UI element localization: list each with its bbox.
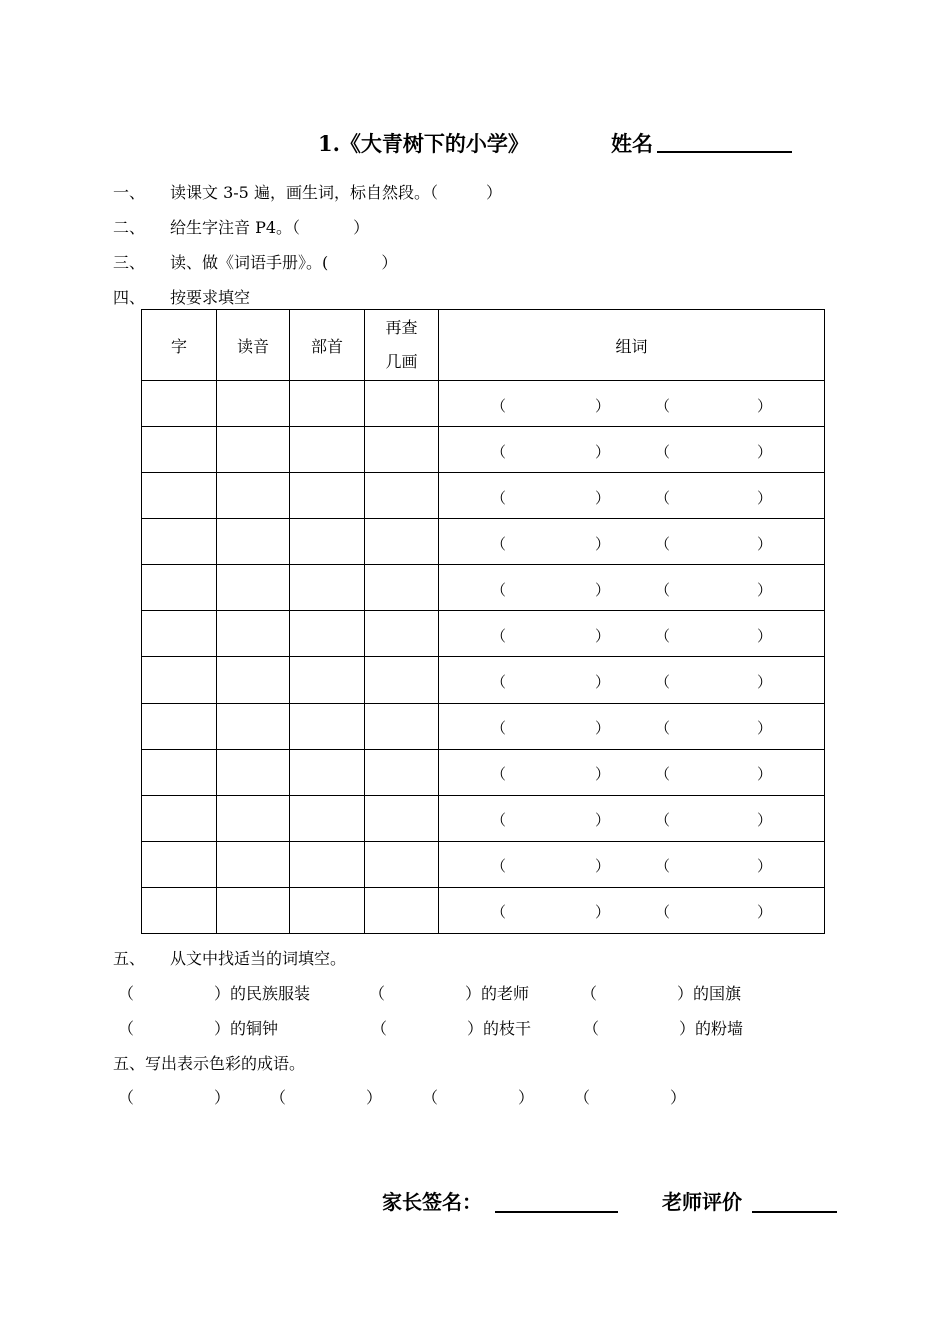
paren-close: ） xyxy=(595,673,611,691)
question-number: 二、 xyxy=(113,218,146,237)
paren-close: ） xyxy=(595,580,611,599)
paren-close: ） xyxy=(757,857,773,876)
paren-open: （ xyxy=(655,580,671,599)
cell-character[interactable] xyxy=(142,749,217,795)
header-strokes-line1: 再查 xyxy=(385,318,418,337)
teacher-evaluation-label: 老师评价 xyxy=(662,1190,742,1214)
name-label: 姓名 xyxy=(611,131,653,156)
paren-open: （ xyxy=(491,673,507,691)
question-number: 一、 xyxy=(113,183,146,202)
cell-character[interactable] xyxy=(142,381,217,427)
question-number: 三、 xyxy=(113,253,146,272)
paren-open: （ xyxy=(491,534,507,553)
cell-radical[interactable] xyxy=(290,519,365,565)
cell-strokes[interactable] xyxy=(365,657,439,703)
cell-pronunciation[interactable] xyxy=(217,657,290,703)
paren-close: ） xyxy=(757,580,773,599)
parent-signature-label: 家长签名： xyxy=(382,1190,482,1214)
cell-radical[interactable] xyxy=(290,565,365,611)
cell-character[interactable] xyxy=(142,657,217,703)
question-4 xyxy=(113,285,813,307)
cell-radical[interactable] xyxy=(290,841,365,887)
cell-pronunciation[interactable] xyxy=(217,427,290,473)
paren-open: （ xyxy=(655,396,671,415)
question-1 xyxy=(113,180,813,202)
cell-pronunciation[interactable] xyxy=(217,795,290,841)
cell-word-building[interactable] xyxy=(439,381,825,427)
paren-close: ） xyxy=(595,626,611,645)
cell-strokes[interactable] xyxy=(365,519,439,565)
cell-word-building[interactable] xyxy=(439,565,825,611)
cell-character[interactable] xyxy=(142,565,217,611)
paren-close: ） xyxy=(757,534,773,553)
paren-close: ） xyxy=(595,903,611,922)
fill-blank[interactable]: （ ）的民族服装 xyxy=(118,984,311,1003)
cell-radical[interactable] xyxy=(290,427,365,473)
paren-open: （ xyxy=(655,442,671,461)
paren-open: （ xyxy=(655,534,671,553)
table-row xyxy=(142,657,825,703)
cell-strokes[interactable] xyxy=(365,795,439,841)
question-text: 给生字注音 P4。（ ） xyxy=(170,218,370,237)
page-title: 1.《大青树下的小学》 xyxy=(318,131,529,156)
cell-pronunciation[interactable] xyxy=(217,887,290,933)
cell-word-building[interactable] xyxy=(439,703,825,749)
paren-close: ） xyxy=(757,442,773,461)
cell-word-building[interactable] xyxy=(439,519,825,565)
cell-pronunciation[interactable] xyxy=(217,841,290,887)
cell-radical[interactable] xyxy=(290,381,365,427)
cell-character[interactable] xyxy=(142,887,217,933)
cell-pronunciation[interactable] xyxy=(217,519,290,565)
cell-character[interactable] xyxy=(142,795,217,841)
parent-signature-line[interactable] xyxy=(495,1211,618,1213)
paren-close: ） xyxy=(757,811,773,830)
paren-close: ） xyxy=(595,488,611,507)
paren-open: （ xyxy=(655,626,671,645)
question-text: 读、做《词语手册》。( ） xyxy=(170,253,398,272)
cell-radical[interactable] xyxy=(290,473,365,519)
paren-close: ） xyxy=(595,396,611,415)
cell-radical[interactable] xyxy=(290,795,365,841)
cell-pronunciation[interactable] xyxy=(217,703,290,749)
name-input-line[interactable] xyxy=(657,151,792,153)
paren-open: （ xyxy=(491,903,507,922)
cell-character[interactable] xyxy=(142,703,217,749)
paren-open: （ xyxy=(491,719,507,738)
question-3 xyxy=(113,250,813,272)
cell-character[interactable] xyxy=(142,611,217,657)
fill-blank[interactable]: （ ）的老师 xyxy=(369,984,530,1003)
paren-close: ） xyxy=(757,488,773,507)
table-row xyxy=(142,887,825,933)
paren-close: ） xyxy=(757,903,773,922)
table-row xyxy=(142,841,825,887)
cell-radical[interactable] xyxy=(290,703,365,749)
cell-pronunciation[interactable] xyxy=(217,749,290,795)
cell-strokes[interactable] xyxy=(365,565,439,611)
paren-open: （ xyxy=(491,626,507,645)
paren-close: ） xyxy=(757,673,773,691)
idiom-blank[interactable]: （ ） xyxy=(422,1088,535,1107)
question-number: 五、 xyxy=(113,949,146,968)
cell-word-building[interactable] xyxy=(439,887,825,933)
paren-close: ） xyxy=(595,765,611,784)
cell-word-building[interactable] xyxy=(439,841,825,887)
cell-word-building[interactable] xyxy=(439,795,825,841)
paren-open: （ xyxy=(491,442,507,461)
table-row xyxy=(142,381,825,427)
paren-open: （ xyxy=(491,857,507,876)
idiom-blank[interactable]: （ ） xyxy=(270,1088,383,1107)
table-row xyxy=(142,473,825,519)
cell-word-building[interactable] xyxy=(439,473,825,519)
cell-word-building[interactable] xyxy=(439,657,825,703)
cell-word-building[interactable] xyxy=(439,749,825,795)
fill-blank[interactable]: （ ）的铜钟 xyxy=(118,1019,279,1038)
cell-word-building[interactable] xyxy=(439,427,825,473)
table-row xyxy=(142,703,825,749)
cell-pronunciation[interactable] xyxy=(217,611,290,657)
cell-pronunciation[interactable] xyxy=(217,473,290,519)
paren-close: ） xyxy=(757,396,773,415)
paren-close: ） xyxy=(757,719,773,738)
cell-strokes[interactable] xyxy=(365,427,439,473)
cell-pronunciation[interactable] xyxy=(217,381,290,427)
paren-open: （ xyxy=(655,765,671,784)
paren-close: ） xyxy=(595,534,611,553)
question-text: 从文中找适当的词填空。 xyxy=(170,949,347,968)
question-2 xyxy=(113,215,813,237)
paren-close: ） xyxy=(595,442,611,461)
table-row xyxy=(142,427,825,473)
paren-close: ） xyxy=(757,765,773,784)
cell-strokes[interactable] xyxy=(365,611,439,657)
fill-blank[interactable]: （ ）的国旗 xyxy=(581,984,742,1003)
teacher-evaluation-line[interactable] xyxy=(752,1211,837,1213)
cell-character[interactable] xyxy=(142,841,217,887)
idiom-blank[interactable]: （ ） xyxy=(118,1088,231,1107)
cell-word-building[interactable] xyxy=(439,611,825,657)
paren-close: ） xyxy=(595,811,611,830)
header-pronunciation: 读音 xyxy=(217,310,290,381)
paren-open: （ xyxy=(491,811,507,830)
question-text: 按要求填空 xyxy=(170,288,251,307)
question-6: 五、写出表示色彩的成语。 xyxy=(113,1054,306,1073)
cell-strokes[interactable] xyxy=(365,381,439,427)
paren-close: ） xyxy=(595,857,611,876)
cell-strokes[interactable] xyxy=(365,841,439,887)
paren-open: （ xyxy=(655,673,671,691)
vocab-table xyxy=(141,309,825,934)
header-radical: 部首 xyxy=(290,310,365,381)
table-row xyxy=(142,795,825,841)
cell-character[interactable] xyxy=(142,519,217,565)
paren-open: （ xyxy=(491,580,507,599)
idiom-blank[interactable]: （ ） xyxy=(574,1088,687,1107)
table-row xyxy=(142,565,825,611)
paren-close: ） xyxy=(595,719,611,738)
cell-strokes[interactable] xyxy=(365,749,439,795)
cell-strokes[interactable] xyxy=(365,703,439,749)
table-row xyxy=(142,611,825,657)
paren-open: （ xyxy=(655,903,671,922)
paren-open: （ xyxy=(655,811,671,830)
table-row xyxy=(142,749,825,795)
fill-blank[interactable]: （ ）的粉墙 xyxy=(583,1019,744,1038)
header-strokes xyxy=(365,310,439,381)
header-word-building: 组词 xyxy=(439,310,825,381)
paren-open: （ xyxy=(491,396,507,415)
paren-open: （ xyxy=(655,488,671,507)
cell-character[interactable] xyxy=(142,427,217,473)
paren-open: （ xyxy=(655,857,671,876)
cell-radical[interactable] xyxy=(290,657,365,703)
paren-open: （ xyxy=(491,765,507,784)
cell-pronunciation[interactable] xyxy=(217,565,290,611)
cell-radical[interactable] xyxy=(290,887,365,933)
paren-open: （ xyxy=(655,719,671,738)
fill-blank[interactable]: （ ）的枝干 xyxy=(371,1019,532,1038)
table-row xyxy=(142,519,825,565)
question-5 xyxy=(113,946,813,968)
header-character: 字 xyxy=(142,310,217,381)
cell-strokes[interactable] xyxy=(365,887,439,933)
cell-character[interactable] xyxy=(142,473,217,519)
question-text: 读课文 3-5 遍，画生词，标自然段。（ ） xyxy=(170,183,502,202)
question-number: 四、 xyxy=(113,288,146,307)
cell-radical[interactable] xyxy=(290,749,365,795)
cell-radical[interactable] xyxy=(290,611,365,657)
table-header-row xyxy=(142,310,825,381)
paren-open: （ xyxy=(491,488,507,507)
cell-strokes[interactable] xyxy=(365,473,439,519)
paren-close: ） xyxy=(757,626,773,645)
header-strokes-line2: 几画 xyxy=(385,352,418,371)
